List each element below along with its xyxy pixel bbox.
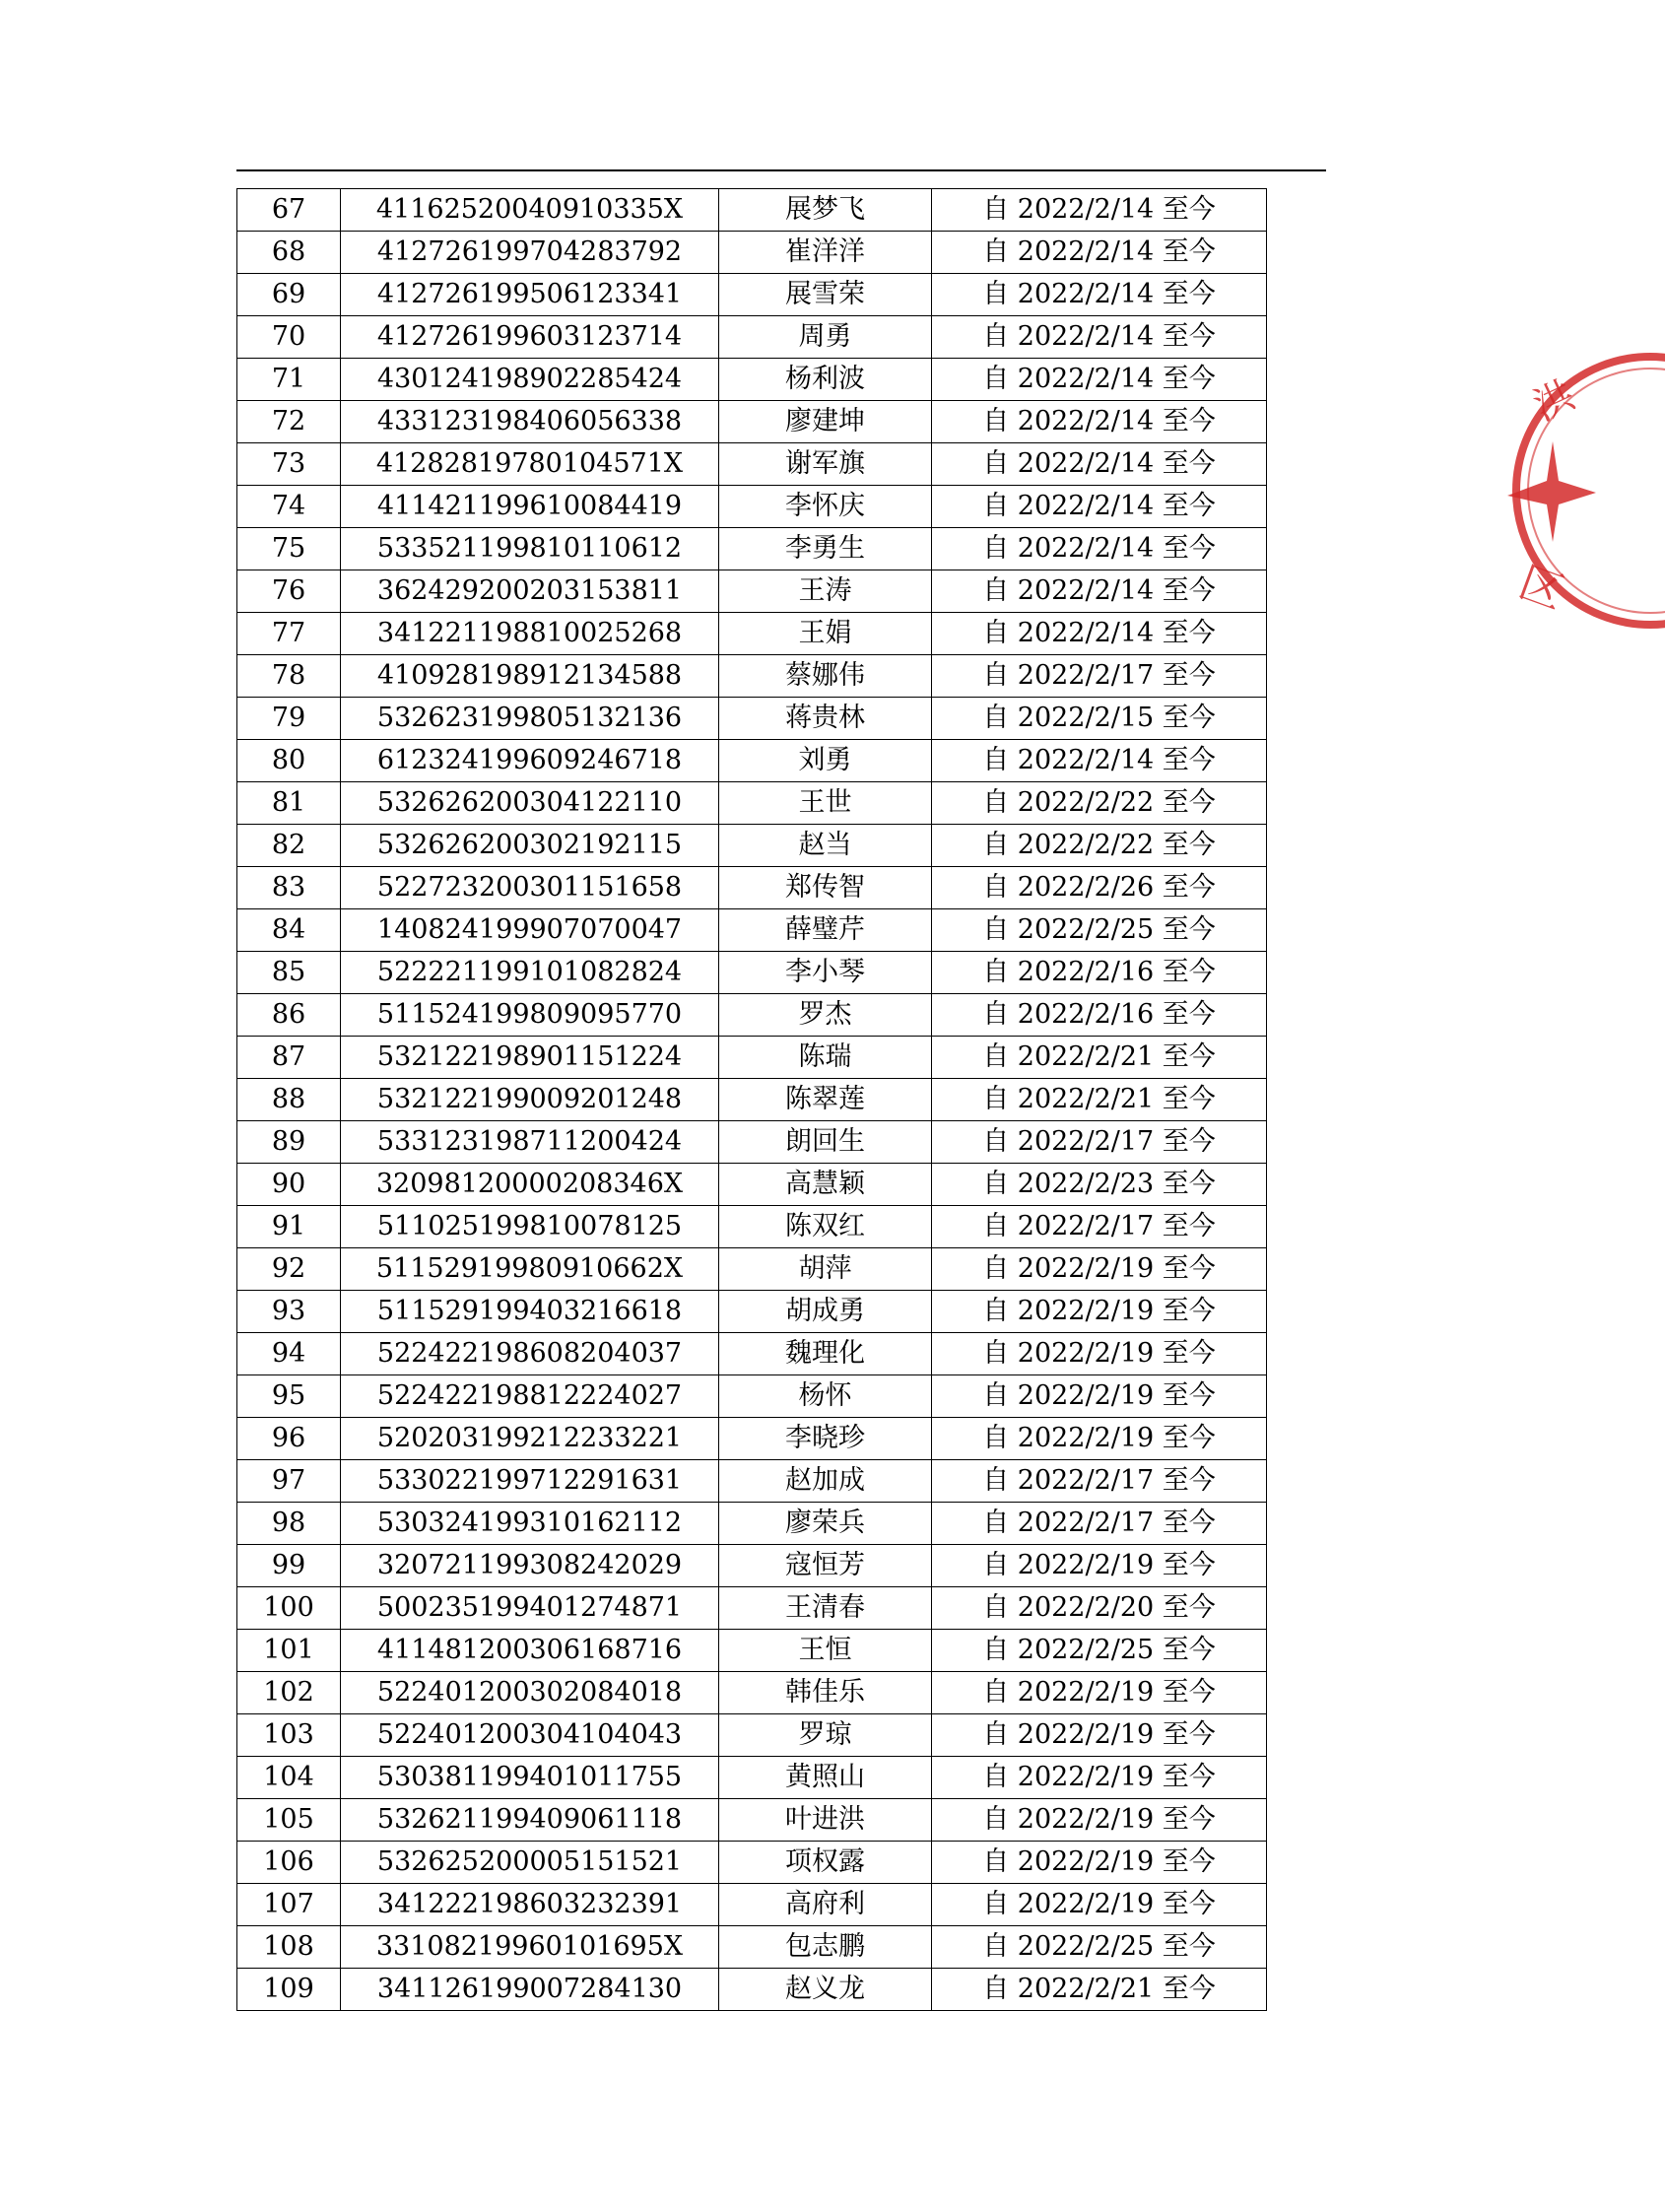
row-number: 80 xyxy=(237,740,341,782)
row-number: 99 xyxy=(237,1545,341,1587)
row-number: 103 xyxy=(237,1714,341,1757)
table-row xyxy=(237,1037,1267,1079)
row-number: 74 xyxy=(237,486,341,528)
person-name: 寇恒芳 xyxy=(719,1545,932,1587)
employment-period: 自 2022/2/19 至今 xyxy=(932,1799,1267,1842)
table-row xyxy=(237,1375,1267,1418)
person-name: 胡成勇 xyxy=(719,1291,932,1333)
id-number: 433123198406056338 xyxy=(341,401,719,443)
id-number: 412726199704283792 xyxy=(341,232,719,274)
person-name: 杨怀 xyxy=(719,1375,932,1418)
person-name: 刘勇 xyxy=(719,740,932,782)
row-number: 71 xyxy=(237,359,341,401)
table-row xyxy=(237,1672,1267,1714)
row-number: 70 xyxy=(237,316,341,359)
table-row xyxy=(237,1884,1267,1926)
table-row xyxy=(237,952,1267,994)
employment-period: 自 2022/2/14 至今 xyxy=(932,274,1267,316)
row-number: 89 xyxy=(237,1121,341,1164)
employment-period: 自 2022/2/14 至今 xyxy=(932,359,1267,401)
person-name: 胡萍 xyxy=(719,1248,932,1291)
table-row xyxy=(237,1969,1267,2011)
person-name: 高府利 xyxy=(719,1884,932,1926)
row-number: 81 xyxy=(237,782,341,825)
id-number: 341221198810025268 xyxy=(341,613,719,655)
employment-period: 自 2022/2/14 至今 xyxy=(932,401,1267,443)
row-number: 98 xyxy=(237,1503,341,1545)
table-row xyxy=(237,1926,1267,1969)
person-name: 罗杰 xyxy=(719,994,932,1037)
person-name: 李怀庆 xyxy=(719,486,932,528)
person-name: 黄照山 xyxy=(719,1757,932,1799)
table-row xyxy=(237,1714,1267,1757)
table-row xyxy=(237,825,1267,867)
employment-period: 自 2022/2/19 至今 xyxy=(932,1291,1267,1333)
table-row xyxy=(237,867,1267,909)
person-name: 廖建坤 xyxy=(719,401,932,443)
person-name: 蔡娜伟 xyxy=(719,655,932,698)
id-number: 33108219960101695X xyxy=(341,1926,719,1969)
id-number: 41282819780104571X xyxy=(341,443,719,486)
row-number: 109 xyxy=(237,1969,341,2011)
table-row xyxy=(237,613,1267,655)
header-rule xyxy=(236,169,1326,171)
id-number: 612324199609246718 xyxy=(341,740,719,782)
person-name: 陈双红 xyxy=(719,1206,932,1248)
id-number: 412726199506123341 xyxy=(341,274,719,316)
id-number: 522401200302084018 xyxy=(341,1672,719,1714)
person-name: 周勇 xyxy=(719,316,932,359)
person-name: 包志鹏 xyxy=(719,1926,932,1969)
row-number: 76 xyxy=(237,570,341,613)
employment-period: 自 2022/2/19 至今 xyxy=(932,1884,1267,1926)
employment-period: 自 2022/2/14 至今 xyxy=(932,486,1267,528)
employment-period: 自 2022/2/21 至今 xyxy=(932,1079,1267,1121)
employment-period: 自 2022/2/19 至今 xyxy=(932,1757,1267,1799)
table-row xyxy=(237,1545,1267,1587)
employment-period: 自 2022/2/23 至今 xyxy=(932,1164,1267,1206)
row-number: 100 xyxy=(237,1587,341,1630)
employment-period: 自 2022/2/14 至今 xyxy=(932,740,1267,782)
employment-period: 自 2022/2/19 至今 xyxy=(932,1333,1267,1375)
person-name: 李勇生 xyxy=(719,528,932,570)
id-number: 532623199805132136 xyxy=(341,698,719,740)
person-name: 杨利波 xyxy=(719,359,932,401)
row-number: 77 xyxy=(237,613,341,655)
person-name: 王涛 xyxy=(719,570,932,613)
person-name: 李晓珍 xyxy=(719,1418,932,1460)
id-number: 522422198608204037 xyxy=(341,1333,719,1375)
employment-period: 自 2022/2/19 至今 xyxy=(932,1672,1267,1714)
person-name: 叶进洪 xyxy=(719,1799,932,1842)
table-row xyxy=(237,740,1267,782)
employment-period: 自 2022/2/17 至今 xyxy=(932,655,1267,698)
employment-period: 自 2022/2/25 至今 xyxy=(932,1926,1267,1969)
employment-period: 自 2022/2/14 至今 xyxy=(932,316,1267,359)
id-number: 532626200304122110 xyxy=(341,782,719,825)
row-number: 84 xyxy=(237,909,341,952)
id-number: 511524199809095770 xyxy=(341,994,719,1037)
table-row xyxy=(237,1291,1267,1333)
id-number: 530324199310162112 xyxy=(341,1503,719,1545)
id-number: 341126199007284130 xyxy=(341,1969,719,2011)
table-row xyxy=(237,1630,1267,1672)
person-name: 王清春 xyxy=(719,1587,932,1630)
employment-period: 自 2022/2/14 至今 xyxy=(932,232,1267,274)
employment-period: 自 2022/2/19 至今 xyxy=(932,1842,1267,1884)
row-number: 104 xyxy=(237,1757,341,1799)
id-number: 522422198812224027 xyxy=(341,1375,719,1418)
row-number: 97 xyxy=(237,1460,341,1503)
employment-period: 自 2022/2/14 至今 xyxy=(932,570,1267,613)
row-number: 88 xyxy=(237,1079,341,1121)
person-name: 廖荣兵 xyxy=(719,1503,932,1545)
row-number: 108 xyxy=(237,1926,341,1969)
person-name: 陈瑞 xyxy=(719,1037,932,1079)
row-number: 94 xyxy=(237,1333,341,1375)
id-number: 533022199712291631 xyxy=(341,1460,719,1503)
person-name: 朗回生 xyxy=(719,1121,932,1164)
employment-period: 自 2022/2/17 至今 xyxy=(932,1121,1267,1164)
row-number: 68 xyxy=(237,232,341,274)
id-number: 532122199009201248 xyxy=(341,1079,719,1121)
person-name: 王世 xyxy=(719,782,932,825)
employment-period: 自 2022/2/26 至今 xyxy=(932,867,1267,909)
employment-period: 自 2022/2/16 至今 xyxy=(932,952,1267,994)
id-number: 140824199907070047 xyxy=(341,909,719,952)
person-name: 陈翠莲 xyxy=(719,1079,932,1121)
seal-char-bottom: 区 xyxy=(1512,557,1571,620)
table-row xyxy=(237,1757,1267,1799)
id-number: 532625200005151521 xyxy=(341,1842,719,1884)
row-number: 91 xyxy=(237,1206,341,1248)
row-number: 67 xyxy=(237,189,341,232)
table-row xyxy=(237,1079,1267,1121)
employment-period: 自 2022/2/14 至今 xyxy=(932,613,1267,655)
id-number: 533123198711200424 xyxy=(341,1121,719,1164)
table-row xyxy=(237,1164,1267,1206)
row-number: 79 xyxy=(237,698,341,740)
employment-period: 自 2022/2/14 至今 xyxy=(932,189,1267,232)
row-number: 96 xyxy=(237,1418,341,1460)
row-number: 106 xyxy=(237,1842,341,1884)
person-name: 赵当 xyxy=(719,825,932,867)
id-number: 532621199409061118 xyxy=(341,1799,719,1842)
person-name: 魏理化 xyxy=(719,1333,932,1375)
employment-period: 自 2022/2/21 至今 xyxy=(932,1969,1267,2011)
row-number: 90 xyxy=(237,1164,341,1206)
table-row xyxy=(237,401,1267,443)
employment-period: 自 2022/2/19 至今 xyxy=(932,1418,1267,1460)
person-name: 崔洋洋 xyxy=(719,232,932,274)
table-row xyxy=(237,443,1267,486)
employment-period: 自 2022/2/16 至今 xyxy=(932,994,1267,1037)
table-row xyxy=(237,1587,1267,1630)
person-name: 韩佳乐 xyxy=(719,1672,932,1714)
table-row xyxy=(237,1121,1267,1164)
person-name: 赵义龙 xyxy=(719,1969,932,2011)
row-number: 101 xyxy=(237,1630,341,1672)
person-name: 王娟 xyxy=(719,613,932,655)
employment-period: 自 2022/2/19 至今 xyxy=(932,1714,1267,1757)
row-number: 95 xyxy=(237,1375,341,1418)
employment-period: 自 2022/2/19 至今 xyxy=(932,1248,1267,1291)
id-number: 522723200301151658 xyxy=(341,867,719,909)
id-number: 51152919980910662X xyxy=(341,1248,719,1291)
table-row xyxy=(237,359,1267,401)
official-seal-icon xyxy=(1498,333,1665,648)
employment-period: 自 2022/2/19 至今 xyxy=(932,1375,1267,1418)
employment-period: 自 2022/2/14 至今 xyxy=(932,528,1267,570)
id-number: 41162520040910335X xyxy=(341,189,719,232)
roster-body xyxy=(237,189,1267,2011)
roster-table xyxy=(236,188,1267,2011)
table-row xyxy=(237,1460,1267,1503)
row-number: 75 xyxy=(237,528,341,570)
table-row xyxy=(237,782,1267,825)
person-name: 王恒 xyxy=(719,1630,932,1672)
id-number: 522221199101082824 xyxy=(341,952,719,994)
employment-period: 自 2022/2/17 至今 xyxy=(932,1460,1267,1503)
row-number: 92 xyxy=(237,1248,341,1291)
id-number: 532122198901151224 xyxy=(341,1037,719,1079)
person-name: 蒋贵林 xyxy=(719,698,932,740)
id-number: 320721199308242029 xyxy=(341,1545,719,1587)
id-number: 411421199610084419 xyxy=(341,486,719,528)
table-row xyxy=(237,1799,1267,1842)
table-row xyxy=(237,698,1267,740)
person-name: 项权露 xyxy=(719,1842,932,1884)
table-row xyxy=(237,1206,1267,1248)
table-row xyxy=(237,994,1267,1037)
row-number: 87 xyxy=(237,1037,341,1079)
id-number: 511529199403216618 xyxy=(341,1291,719,1333)
employment-period: 自 2022/2/25 至今 xyxy=(932,909,1267,952)
id-number: 32098120000208346X xyxy=(341,1164,719,1206)
person-name: 罗琼 xyxy=(719,1714,932,1757)
id-number: 412726199603123714 xyxy=(341,316,719,359)
id-number: 362429200203153811 xyxy=(341,570,719,613)
table-row xyxy=(237,1842,1267,1884)
row-number: 105 xyxy=(237,1799,341,1842)
id-number: 411481200306168716 xyxy=(341,1630,719,1672)
table-row xyxy=(237,316,1267,359)
employment-period: 自 2022/2/20 至今 xyxy=(932,1587,1267,1630)
id-number: 522401200304104043 xyxy=(341,1714,719,1757)
id-number: 341222198603232391 xyxy=(341,1884,719,1926)
table-row xyxy=(237,189,1267,232)
row-number: 93 xyxy=(237,1291,341,1333)
row-number: 107 xyxy=(237,1884,341,1926)
employment-period: 自 2022/2/17 至今 xyxy=(932,1503,1267,1545)
row-number: 69 xyxy=(237,274,341,316)
id-number: 430124198902285424 xyxy=(341,359,719,401)
person-name: 高慧颖 xyxy=(719,1164,932,1206)
id-number: 533521199810110612 xyxy=(341,528,719,570)
table-row xyxy=(237,1503,1267,1545)
table-row xyxy=(237,486,1267,528)
person-name: 展雪荣 xyxy=(719,274,932,316)
employment-period: 自 2022/2/15 至今 xyxy=(932,698,1267,740)
row-number: 72 xyxy=(237,401,341,443)
row-number: 85 xyxy=(237,952,341,994)
table-row xyxy=(237,655,1267,698)
person-name: 李小琴 xyxy=(719,952,932,994)
employment-period: 自 2022/2/22 至今 xyxy=(932,825,1267,867)
table-row xyxy=(237,528,1267,570)
table-row xyxy=(237,1248,1267,1291)
row-number: 73 xyxy=(237,443,341,486)
id-number: 520203199212233221 xyxy=(341,1418,719,1460)
person-name: 谢军旗 xyxy=(719,443,932,486)
table-row xyxy=(237,909,1267,952)
id-number: 511025199810078125 xyxy=(341,1206,719,1248)
person-name: 郑传智 xyxy=(719,867,932,909)
id-number: 500235199401274871 xyxy=(341,1587,719,1630)
seal-char-top: 洪 xyxy=(1526,371,1582,431)
employment-period: 自 2022/2/22 至今 xyxy=(932,782,1267,825)
row-number: 82 xyxy=(237,825,341,867)
id-number: 530381199401011755 xyxy=(341,1757,719,1799)
row-number: 102 xyxy=(237,1672,341,1714)
person-name: 薛璧芹 xyxy=(719,909,932,952)
id-number: 532626200302192115 xyxy=(341,825,719,867)
table-row xyxy=(237,570,1267,613)
employment-period: 自 2022/2/17 至今 xyxy=(932,1206,1267,1248)
employment-period: 自 2022/2/25 至今 xyxy=(932,1630,1267,1672)
table-row xyxy=(237,274,1267,316)
person-name: 展梦飞 xyxy=(719,189,932,232)
row-number: 86 xyxy=(237,994,341,1037)
employment-period: 自 2022/2/19 至今 xyxy=(932,1545,1267,1587)
employment-period: 自 2022/2/14 至今 xyxy=(932,443,1267,486)
table-row xyxy=(237,1418,1267,1460)
id-number: 410928198912134588 xyxy=(341,655,719,698)
person-name: 赵加成 xyxy=(719,1460,932,1503)
row-number: 78 xyxy=(237,655,341,698)
employment-period: 自 2022/2/21 至今 xyxy=(932,1037,1267,1079)
table-row xyxy=(237,232,1267,274)
row-number: 83 xyxy=(237,867,341,909)
table-row xyxy=(237,1333,1267,1375)
